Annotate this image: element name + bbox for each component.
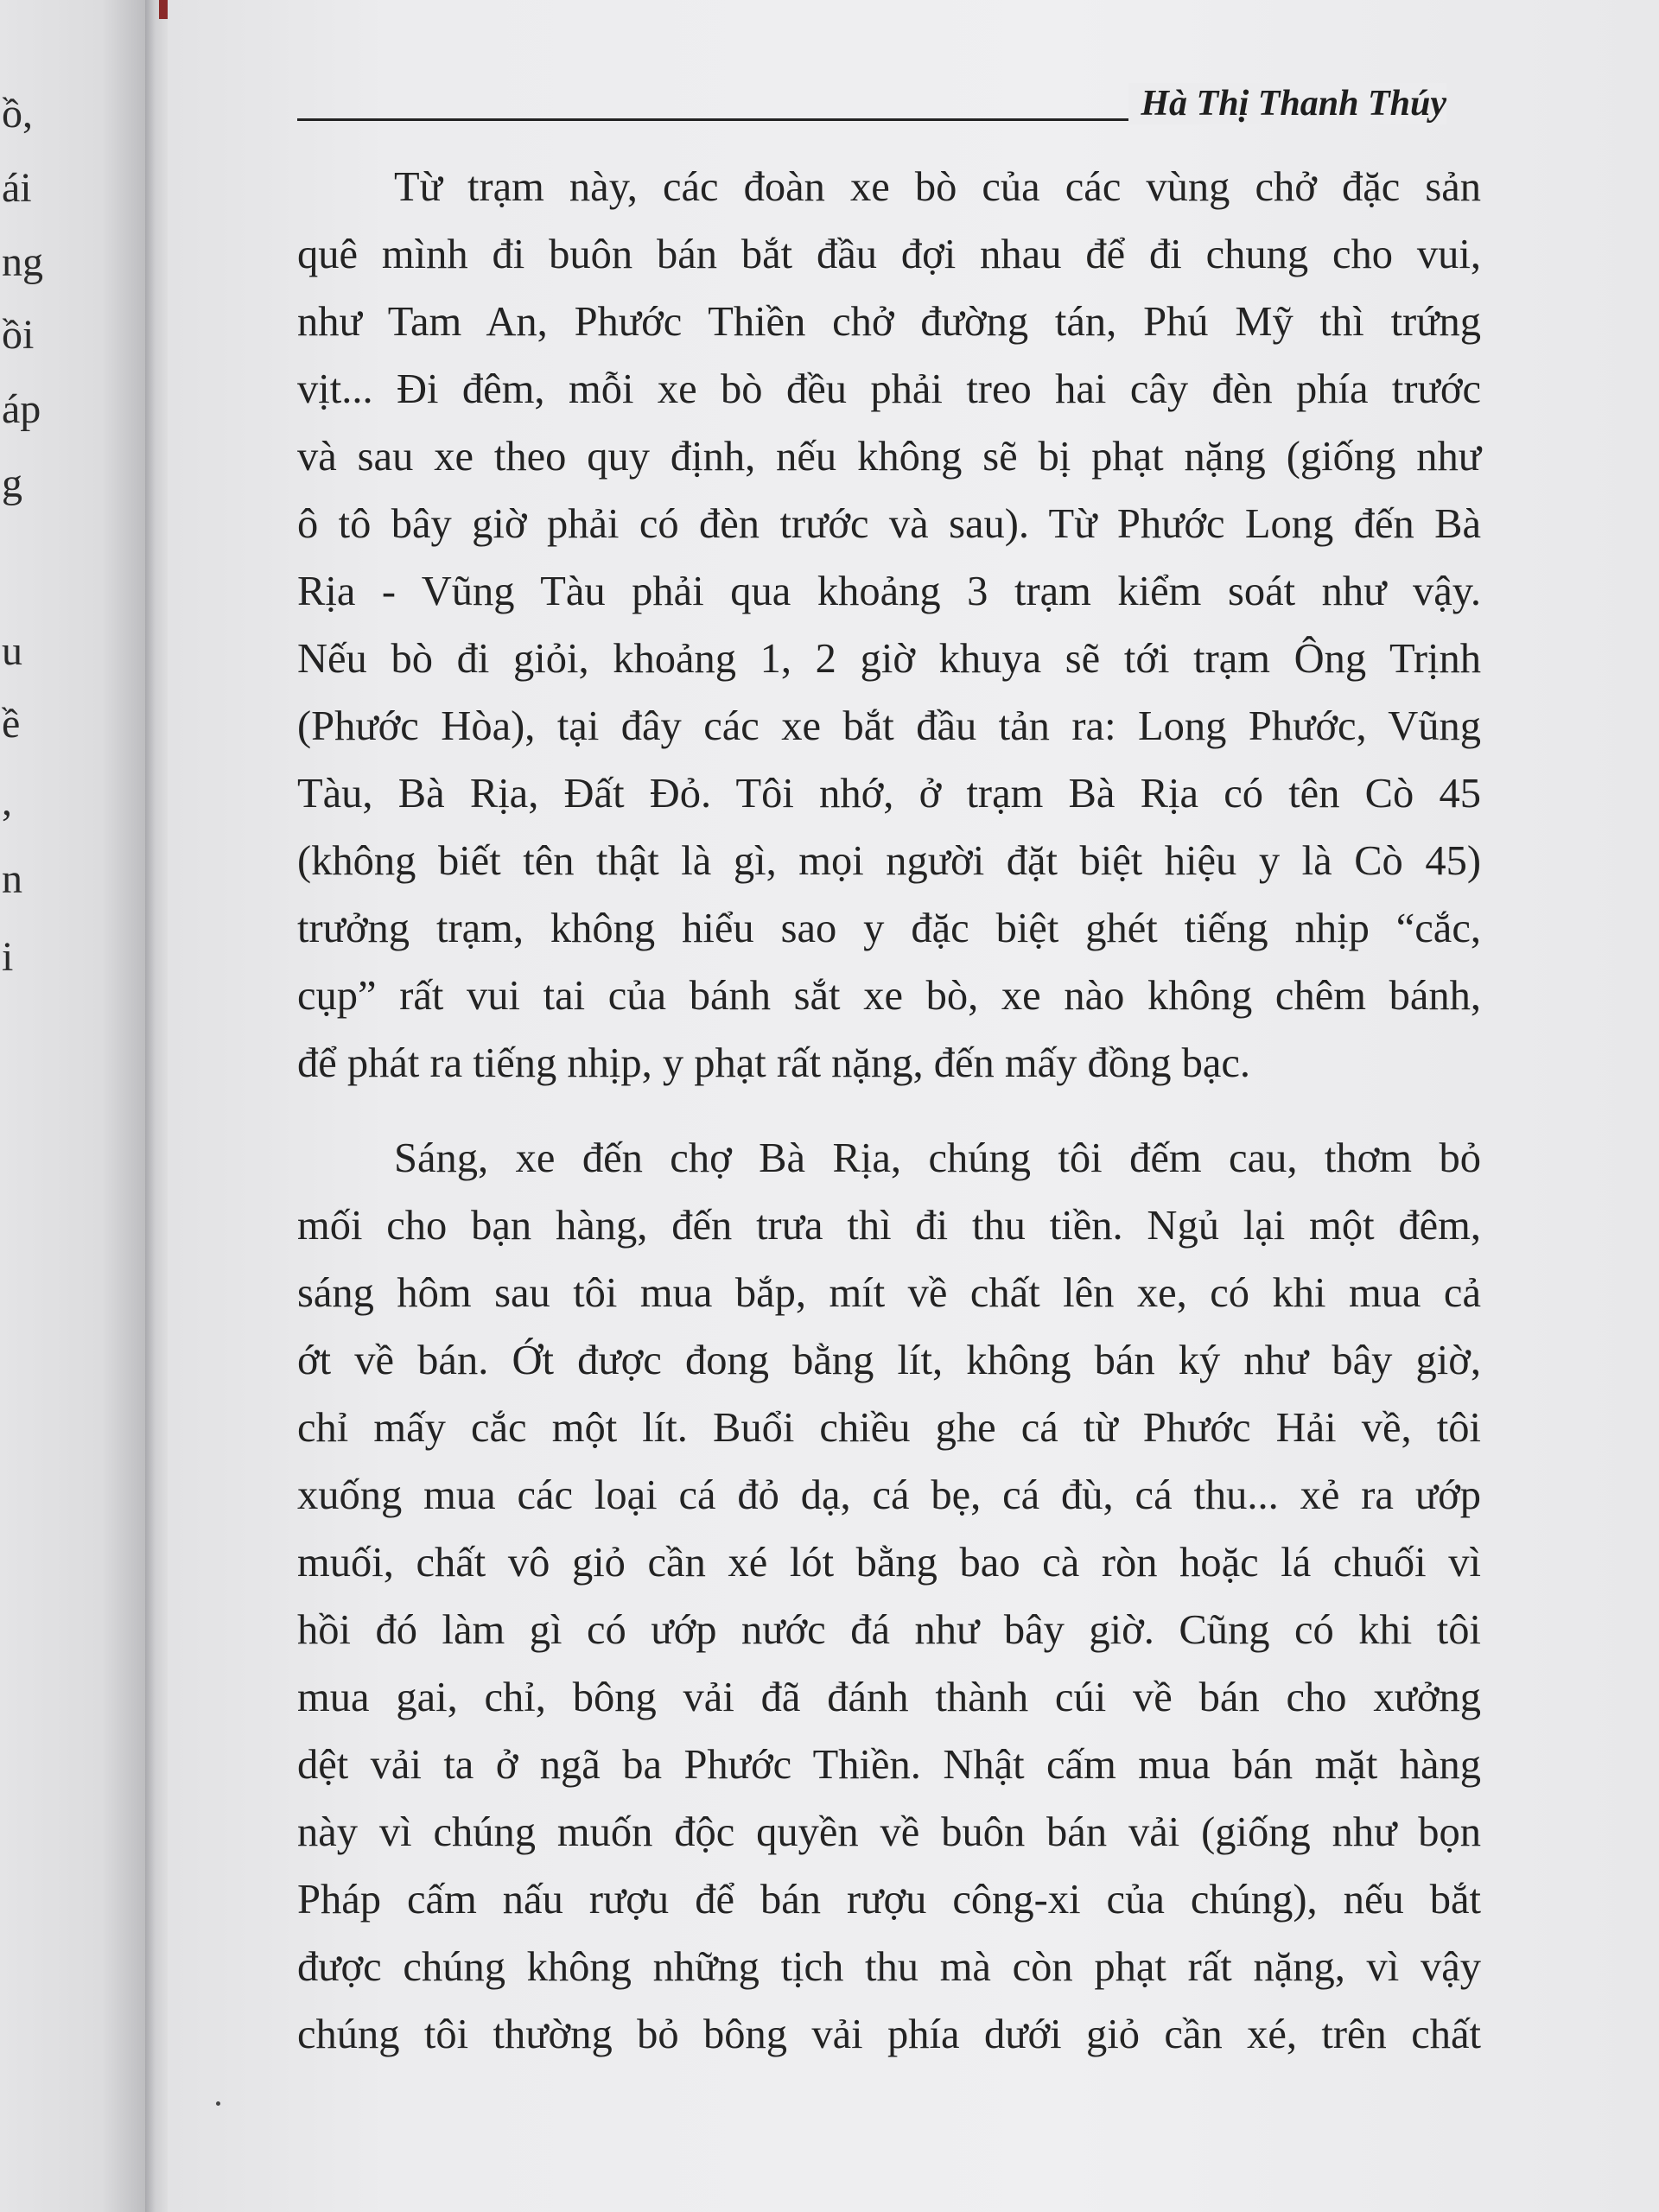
left-page-fragment: g xyxy=(2,461,22,506)
text-line: cụp” rất vui tai của bánh sắt xe bò, xe nào không chêm bánh, xyxy=(297,973,1481,1019)
paragraph-1 xyxy=(297,154,1481,1097)
paragraph-2 xyxy=(297,1125,1481,2069)
left-page-fragment: áp xyxy=(2,386,41,432)
left-page-edge xyxy=(0,0,145,2212)
speck-mark xyxy=(216,2101,220,2106)
text-line: muối, chất vô giỏ cần xé lót bằng bao cà ròn hoặc lá chuối vì xyxy=(297,1540,1481,1586)
left-page-fragment: n xyxy=(2,856,22,902)
left-page-fragment: ồ, xyxy=(2,91,33,137)
text-line: được chúng không những tịch thu mà còn phạt rất nặng, vì vậy xyxy=(297,1944,1481,1990)
body-text xyxy=(297,154,1481,2069)
text-line: Pháp cấm nấu rượu để bán rượu công-xi của chúng), nếu bắt xyxy=(297,1877,1481,1923)
text-line: chúng tôi thường bỏ bông vải phía dưới giỏ cần xé, trên chất xyxy=(297,2012,1481,2057)
text-line: Rịa - Vũng Tàu phải qua khoảng 3 trạm kiểm soát như vậy. xyxy=(297,569,1481,614)
text-line: ô tô bây giờ phải có đèn trước và sau). Từ Phước Long đến Bà xyxy=(297,501,1481,547)
text-line: này vì chúng muốn độc quyền về buôn bán vải (giống như bọn xyxy=(297,1809,1481,1855)
text-line: Sáng, xe đến chợ Bà Rịa, chúng tôi đếm cau, thơm bỏ xyxy=(394,1135,1481,1181)
text-line: vịt... Đi đêm, mỗi xe bò đều phải treo hai cây đèn phía trước xyxy=(297,366,1481,412)
text-line: quê mình đi buôn bán bắt đầu đợi nhau để đi chung cho vui, xyxy=(297,232,1481,277)
text-line: để phát ra tiếng nhịp, y phạt rất nặng, đến mấy đồng bạc. xyxy=(297,1040,1251,1086)
text-line: (không biết tên thật là gì, mọi người đặt biệt hiệu y là Cò 45) xyxy=(297,838,1481,884)
header-author: Hà Thị Thanh Thúy xyxy=(1128,83,1446,124)
text-line: như Tam An, Phước Thiền chở đường tán, Phú Mỹ thì trứng xyxy=(297,299,1481,345)
text-line: ớt về bán. Ớt được đong bằng lít, không bán ký như bây giờ, xyxy=(297,1338,1481,1383)
left-page-fragment: ái xyxy=(2,165,32,211)
book-page xyxy=(168,0,1659,2212)
text-line: mối cho bạn hàng, đến trưa thì đi thu tiền. Ngủ lại một đêm, xyxy=(297,1203,1481,1249)
text-line: và sau xe theo quy định, nếu không sẽ bị phạt nặng (giống như xyxy=(297,434,1481,480)
text-line: Tàu, Bà Rịa, Đất Đỏ. Tôi nhớ, ở trạm Bà Rịa có tên Cò 45 xyxy=(297,771,1481,817)
text-line: hồi đó làm gì có ướp nước đá như bây giờ. Cũng có khi tôi xyxy=(297,1607,1481,1653)
text-line: Từ trạm này, các đoàn xe bò của các vùng chở đặc sản xyxy=(394,164,1481,210)
left-page-fragment: u xyxy=(2,628,22,674)
text-line: mua gai, chỉ, bông vải đã đánh thành cúi về bán cho xưởng xyxy=(297,1675,1481,1720)
running-header xyxy=(297,76,1446,128)
text-line: trưởng trạm, không hiểu sao y đặc biệt ghét tiếng nhịp “cắc, xyxy=(297,906,1481,951)
text-line: chỉ mấy cắc một lít. Buổi chiều ghe cá từ Phước Hải về, tôi xyxy=(297,1405,1481,1451)
left-page-fragment: i xyxy=(2,934,14,980)
text-line: sáng hôm sau tôi mua bắp, mít về chất lên xe, có khi mua cả xyxy=(297,1270,1481,1316)
text-line: xuống mua các loại cá đỏ dạ, cá bẹ, cá đù, cá thu... xẻ ra ướp xyxy=(297,1472,1481,1518)
left-page-fragment: ng xyxy=(2,239,43,285)
left-page-fragment: , xyxy=(2,779,12,824)
left-page-fragment: ề xyxy=(2,701,21,747)
text-line: (Phước Hòa), tại đây các xe bắt đầu tản ra: Long Phước, Vũng xyxy=(297,703,1481,749)
text-line: Nếu bò đi giỏi, khoảng 1, 2 giờ khuya sẽ tới trạm Ông Trịnh xyxy=(297,636,1481,682)
text-line: dệt vải ta ở ngã ba Phước Thiền. Nhật cấm mua bán mặt hàng xyxy=(297,1742,1481,1788)
left-page-fragment: ồi xyxy=(2,312,35,358)
book-spine xyxy=(145,0,168,2212)
